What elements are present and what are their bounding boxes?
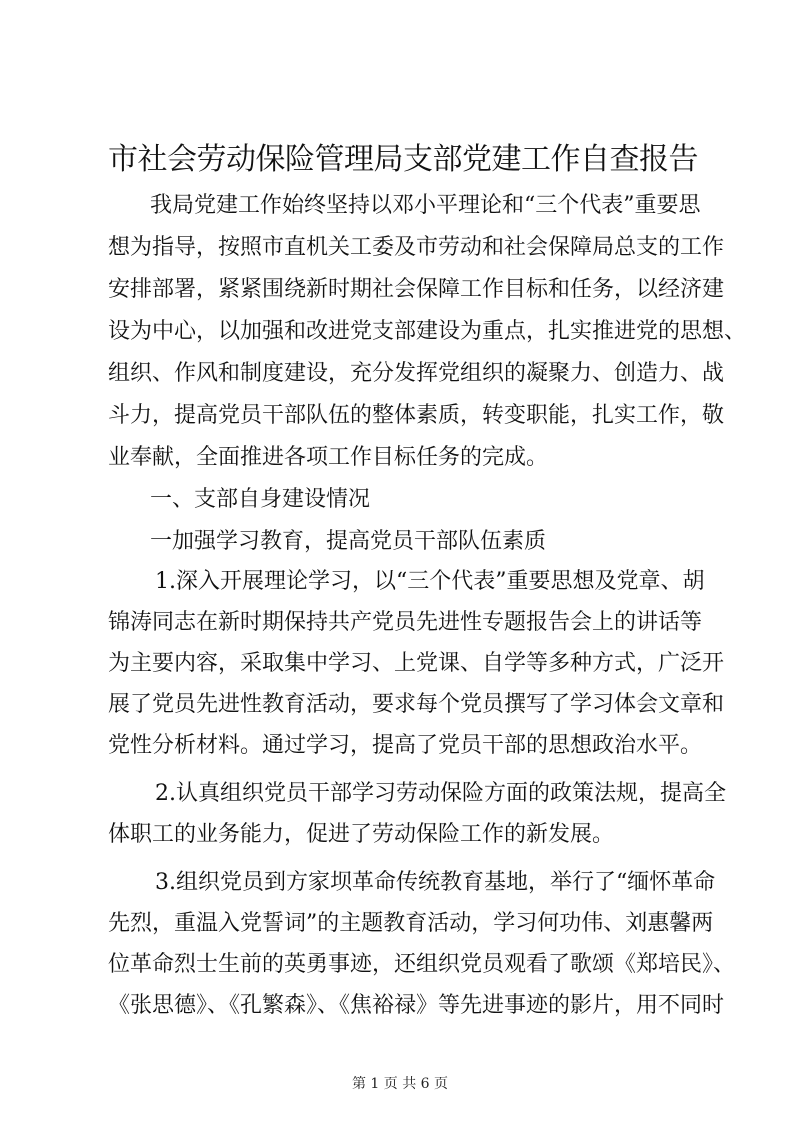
body-line: 我局党建工作始终坚持以邓小平理论和“三个代表”重要思 xyxy=(150,193,701,218)
body-line: 业奉献，全面推进各项工作目标任务的完成。 xyxy=(108,445,549,470)
section-heading: 一、支部自身建设情况 xyxy=(150,487,371,512)
body-line: 安排部署，紧紧围绕新时期社会保障工作目标和任务，以经济建 xyxy=(108,277,725,302)
body-line: 先烈，重温入党誓词”的主题教育活动，学习何功伟、刘惠馨两 xyxy=(108,911,714,936)
body-line: 党性分析材料。通过学习，提高了党员干部的思想政治水平。 xyxy=(108,733,703,758)
body-line: 位革命烈士生前的英勇事迹，还组织党员观看了歌颂《郑培民》、 xyxy=(108,952,736,977)
body-line: 斗力，提高党员干部队伍的整体素质，转变职能，扎实工作，敬 xyxy=(108,403,725,428)
document-title: 市社会劳动保险管理局支部党建工作自查报告 xyxy=(108,142,698,177)
body-line: 组织、作风和制度建设，充分发挥党组织的凝聚力、创造力、战 xyxy=(108,361,725,386)
body-line: 想为指导，按照市直机关工委及市劳动和社会保障局总支的工作 xyxy=(108,235,725,260)
body-line: 展了党员先进性教育活动，要求每个党员撰写了学习体会文章和 xyxy=(108,692,725,717)
body-line: 锦涛同志在新时期保持共产党员先进性专题报告会上的讲话等 xyxy=(108,610,703,635)
body-line: 3.组织党员到方家坝革命传统教育基地，举行了“缅怀革命 xyxy=(155,870,716,895)
body-line: 2.认真组织党员干部学习劳动保险方面的政策法规，提高全 xyxy=(155,781,726,806)
body-line: 《张思德》、《孔繁森》、《焦裕禄》等先进事迹的影片，用不同时 xyxy=(108,993,725,1018)
body-line: 为主要内容，采取集中学习、上党课、自学等多种方式，广泛开 xyxy=(108,651,725,676)
body-line: 1.深入开展理论学习，以“三个代表”重要思想及党章、胡 xyxy=(155,569,705,594)
body-line: 设为中心，以加强和改进党支部建设为重点，扎实推进党的思想、 xyxy=(108,319,747,344)
subsection-heading: 一加强学习教育，提高党员干部队伍素质 xyxy=(150,529,547,554)
body-line: 体职工的业务能力，促进了劳动保险工作的新发展。 xyxy=(108,822,615,847)
page-footer: 第 1 页 共 6 页 xyxy=(351,1076,449,1092)
